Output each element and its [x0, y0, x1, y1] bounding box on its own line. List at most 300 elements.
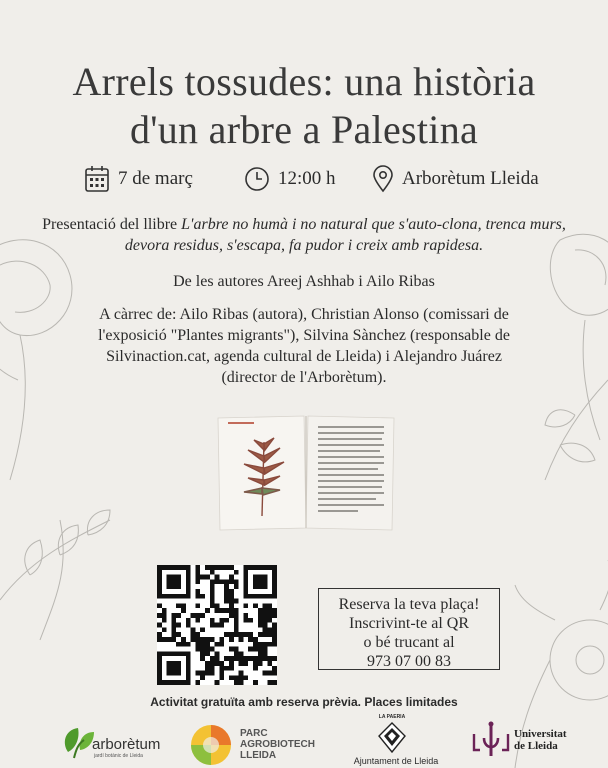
qr-module: [258, 608, 263, 613]
qr-module: [219, 661, 224, 666]
parc-agrobiotech-emblem-icon: [190, 724, 232, 766]
qr-module: [167, 680, 172, 685]
qr-module: [267, 613, 272, 618]
qr-module: [171, 613, 176, 618]
qr-module: [234, 623, 239, 628]
qr-module: [176, 666, 181, 671]
qr-module: [171, 579, 176, 584]
qr-module: [248, 647, 253, 652]
qr-module: [157, 603, 162, 608]
qr-module: [224, 666, 229, 671]
qr-module: [258, 575, 263, 580]
qr-module: [229, 675, 234, 680]
qr-module: [176, 603, 181, 608]
qr-module: [253, 584, 258, 589]
qr-module: [157, 671, 162, 676]
qr-module: [219, 618, 224, 623]
qr-module: [176, 680, 181, 685]
qr-module: [186, 680, 191, 685]
qr-module: [253, 603, 258, 608]
qr-module: [210, 656, 215, 661]
qr-module: [258, 584, 263, 589]
qr-module: [171, 565, 176, 570]
qr-module: [195, 603, 200, 608]
qr-module: [167, 594, 172, 599]
parc-line-3: LLEIDA: [240, 750, 277, 761]
qr-module: [157, 575, 162, 580]
qr-module: [272, 613, 277, 618]
qr-module: [205, 637, 210, 642]
event-title-line-2: d'un arbre a Palestina: [129, 107, 479, 152]
qr-module: [267, 608, 272, 613]
qr-module: [253, 637, 258, 642]
parc-agrobiotech-logo: [190, 724, 340, 768]
qr-module: [234, 599, 239, 604]
qr-module: [263, 627, 268, 632]
time-info: [244, 162, 336, 196]
qr-module: [243, 565, 248, 570]
qr-module: [157, 584, 162, 589]
qr-module: [157, 666, 162, 671]
qr-module: [195, 570, 200, 575]
qr-module: [224, 594, 229, 599]
qr-module: [239, 671, 244, 676]
qr-module: [234, 618, 239, 623]
qr-module: [186, 618, 191, 623]
qr-module: [234, 613, 239, 618]
qr-module: [205, 642, 210, 647]
qr-module: [263, 632, 268, 637]
qr-module: [186, 584, 191, 589]
qr-module: [253, 666, 258, 671]
qr-module: [258, 594, 263, 599]
qr-module: [272, 623, 277, 628]
qr-module: [272, 632, 277, 637]
qr-module: [263, 623, 268, 628]
qr-module: [272, 584, 277, 589]
qr-module: [215, 680, 220, 685]
qr-module: [224, 632, 229, 637]
ajuntament-name: Ajuntament de Lleida: [353, 756, 439, 766]
qr-module: [263, 656, 268, 661]
qr-module: [176, 613, 181, 618]
qr-module: [272, 608, 277, 613]
qr-module: [219, 623, 224, 628]
qr-module: [186, 575, 191, 580]
qr-module: [258, 656, 263, 661]
qr-module: [181, 603, 186, 608]
parc-line-1: PARC: [240, 728, 268, 739]
presentation-prefix: Presentació del llibre: [42, 216, 182, 233]
udl-emblem-icon: [470, 720, 512, 762]
event-title-line-1: Arrels tossudes: una història: [72, 59, 536, 104]
qr-module: [219, 642, 224, 647]
qr-module: [205, 666, 210, 671]
qr-module: [181, 594, 186, 599]
qr-module: [171, 637, 176, 642]
qr-module: [195, 680, 200, 685]
qr-module: [234, 675, 239, 680]
qr-module: [157, 680, 162, 685]
qr-module: [181, 680, 186, 685]
qr-module: [263, 603, 268, 608]
reservation-box: [318, 588, 500, 670]
qr-module: [215, 579, 220, 584]
qr-module: [243, 594, 248, 599]
qr-module: [253, 647, 258, 652]
qr-module: [191, 627, 196, 632]
qr-module: [195, 594, 200, 599]
qr-module: [229, 666, 234, 671]
qr-module: [195, 575, 200, 580]
qr-module: [171, 623, 176, 628]
qr-module: [195, 565, 200, 570]
arboretum-name: arborètum: [92, 736, 161, 753]
qr-module: [195, 618, 200, 623]
qr-module: [229, 599, 234, 604]
book-title-part-1: L'arbre no humà i no natural que s'auto-clona, trenca murs,: [181, 216, 566, 233]
qr-module: [239, 637, 244, 642]
qr-module: [162, 565, 167, 570]
qr-module: [239, 651, 244, 656]
qr-module: [224, 608, 229, 613]
qr-module: [234, 627, 239, 632]
qr-module: [167, 666, 172, 671]
qr-module: [162, 594, 167, 599]
qr-module: [186, 642, 191, 647]
qr-module: [195, 632, 200, 637]
qr-module: [219, 637, 224, 642]
qr-module: [210, 647, 215, 652]
qr-module: [157, 675, 162, 680]
qr-module: [258, 623, 263, 628]
reservation-title: Reserva la teva plaça!: [338, 596, 480, 613]
qr-module: [157, 632, 162, 637]
qr-module: [239, 632, 244, 637]
clock-icon: [244, 166, 270, 192]
qr-module: [224, 565, 229, 570]
qr-module: [234, 632, 239, 637]
qr-module: [248, 637, 253, 642]
qr-module: [229, 647, 234, 652]
qr-module: [181, 642, 186, 647]
qr-module: [176, 661, 181, 666]
qr-module: [171, 627, 176, 632]
qr-module: [229, 594, 234, 599]
qr-module: [195, 579, 200, 584]
paeria-label: LA PAERIA: [378, 714, 406, 720]
qr-module: [176, 642, 181, 647]
qr-module: [263, 594, 268, 599]
qr-module: [176, 671, 181, 676]
qr-module: [272, 594, 277, 599]
qr-module: [167, 579, 172, 584]
qr-module: [258, 647, 263, 652]
qr-module: [181, 565, 186, 570]
qr-module: [162, 608, 167, 613]
qr-module: [253, 642, 258, 647]
qr-module: [200, 647, 205, 652]
qr-module: [224, 599, 229, 604]
qr-module: [176, 579, 181, 584]
qr-module: [219, 565, 224, 570]
qr-module: [210, 584, 215, 589]
qr-module: [272, 589, 277, 594]
arboretum-logo: [58, 722, 168, 762]
qr-module: [171, 632, 176, 637]
qr-module: [157, 579, 162, 584]
hosts-line-1: A càrrec de: Ailo Ribas (autora), Christian Alonso (comissari de: [99, 306, 509, 323]
qr-module: [243, 589, 248, 594]
qr-module: [253, 565, 258, 570]
qr-module: [234, 651, 239, 656]
qr-module: [210, 565, 215, 570]
qr-module: [210, 589, 215, 594]
qr-module: [272, 627, 277, 632]
qr-module: [243, 675, 248, 680]
qr-module: [263, 584, 268, 589]
ajuntament-lleida-logo: [353, 714, 452, 768]
qr-module: [215, 661, 220, 666]
qr-module: [258, 618, 263, 623]
qr-module: [210, 661, 215, 666]
qr-module: [171, 594, 176, 599]
qr-module: [229, 603, 234, 608]
qr-module: [272, 637, 277, 642]
qr-module: [263, 613, 268, 618]
qr-module: [210, 603, 215, 608]
qr-module: [171, 661, 176, 666]
paeria-shield-icon: [378, 722, 406, 754]
qr-module: [263, 608, 268, 613]
qr-module: [205, 661, 210, 666]
qr-module: [157, 565, 162, 570]
qr-module: [191, 632, 196, 637]
qr-module: [171, 575, 176, 580]
qr-module: [215, 565, 220, 570]
book-title-part-2: devora residus, s'escapa, fa pudor i creix amb rapidesa.: [124, 237, 484, 254]
qr-module: [186, 671, 191, 676]
qr-module: [248, 656, 253, 661]
qr-module: [181, 637, 186, 642]
qr-module: [234, 608, 239, 613]
qr-module: [267, 642, 272, 647]
qr-module: [229, 579, 234, 584]
qr-module: [171, 618, 176, 623]
free-activity-notice: Activitat gratuïta amb reserva prèvia. Places limitades: [150, 695, 458, 709]
qr-module: [243, 632, 248, 637]
qr-module: [162, 637, 167, 642]
qr-module: [210, 666, 215, 671]
qr-module: [263, 618, 268, 623]
qr-module: [234, 680, 239, 685]
qr-module: [243, 661, 248, 666]
qr-module: [162, 613, 167, 618]
qr-module: [191, 637, 196, 642]
qr-module: [186, 565, 191, 570]
qr-module: [219, 579, 224, 584]
parc-agrobiotech-text: [240, 728, 315, 761]
qr-module: [258, 632, 263, 637]
qr-module: [272, 656, 277, 661]
qr-module: [267, 661, 272, 666]
qr-module: [200, 613, 205, 618]
qr-module: [176, 575, 181, 580]
qr-module: [243, 579, 248, 584]
qr-module: [191, 613, 196, 618]
qr-module: [248, 594, 253, 599]
qr-module: [195, 671, 200, 676]
qr-module: [243, 570, 248, 575]
universitat-lleida-logo: [470, 720, 580, 764]
date-info: [84, 162, 193, 196]
qr-module: [272, 642, 277, 647]
qr-module: [272, 666, 277, 671]
qr-module: [243, 575, 248, 580]
qr-module: [239, 675, 244, 680]
qr-module: [200, 642, 205, 647]
authors-line: De les autores Areej Ashhab i Ailo Ribas: [173, 273, 435, 290]
qr-module: [210, 618, 215, 623]
qr-module: [272, 575, 277, 580]
qr-module: [210, 579, 215, 584]
qr-code[interactable]: [157, 565, 277, 685]
qr-module: [272, 671, 277, 676]
qr-module: [267, 618, 272, 623]
qr-module: [224, 618, 229, 623]
qr-module: [186, 579, 191, 584]
qr-module: [263, 575, 268, 580]
qr-module: [215, 603, 220, 608]
qr-module: [210, 599, 215, 604]
qr-module: [195, 589, 200, 594]
qr-module: [210, 671, 215, 676]
event-title: [0, 58, 608, 154]
qr-module: [205, 647, 210, 652]
qr-module: [186, 666, 191, 671]
qr-module: [205, 651, 210, 656]
qr-module: [167, 565, 172, 570]
qr-module: [167, 671, 172, 676]
qr-module: [239, 661, 244, 666]
qr-module: [157, 637, 162, 642]
qr-module: [186, 651, 191, 656]
hosts-paragraph: [30, 304, 578, 388]
qr-module: [258, 642, 263, 647]
qr-module: [224, 579, 229, 584]
qr-module: [176, 565, 181, 570]
qr-module: [258, 613, 263, 618]
reservation-phone: 973 07 00 83: [367, 653, 451, 670]
qr-module: [176, 632, 181, 637]
qr-module: [162, 651, 167, 656]
qr-module: [181, 608, 186, 613]
qr-module: [186, 594, 191, 599]
qr-module: [253, 579, 258, 584]
qr-module: [157, 613, 162, 618]
qr-module: [272, 565, 277, 570]
qr-module: [253, 594, 258, 599]
qr-module: [253, 575, 258, 580]
qr-module: [224, 656, 229, 661]
qr-module: [258, 651, 263, 656]
qr-module: [253, 680, 258, 685]
book-presentation: [30, 214, 578, 256]
qr-module: [176, 584, 181, 589]
qr-module: [186, 570, 191, 575]
location-pin-icon: [372, 165, 394, 193]
qr-module: [263, 579, 268, 584]
qr-module: [195, 642, 200, 647]
qr-module: [234, 579, 239, 584]
qr-module: [215, 651, 220, 656]
qr-module: [263, 671, 268, 676]
qr-module: [243, 656, 248, 661]
qr-module: [272, 680, 277, 685]
qr-module: [215, 656, 220, 661]
qr-module: [200, 594, 205, 599]
qr-module: [157, 570, 162, 575]
qr-module: [229, 661, 234, 666]
qr-module: [205, 608, 210, 613]
qr-module: [243, 603, 248, 608]
qr-module: [215, 608, 220, 613]
qr-module: [219, 671, 224, 676]
qr-module: [205, 575, 210, 580]
qr-module: [200, 656, 205, 661]
qr-module: [157, 656, 162, 661]
qr-module: [195, 637, 200, 642]
qr-module: [219, 675, 224, 680]
udl-line-2: de Lleida: [514, 740, 558, 752]
qr-module: [267, 671, 272, 676]
qr-module: [219, 666, 224, 671]
qr-module: [229, 656, 234, 661]
qr-module: [219, 608, 224, 613]
hosts-line-3: Silvinaction.cat, agenda cultural de Lleida) i Alejandro Juárez: [106, 348, 502, 365]
qr-module: [263, 642, 268, 647]
qr-module: [186, 675, 191, 680]
hosts-line-2: l'exposició "Plantes migrants"), Silvina Sànchez (responsable de: [98, 327, 510, 344]
qr-module: [162, 627, 167, 632]
qr-module: [267, 632, 272, 637]
qr-module: [229, 608, 234, 613]
qr-module: [205, 671, 210, 676]
qr-module: [157, 594, 162, 599]
qr-module: [167, 575, 172, 580]
qr-module: [234, 647, 239, 652]
qr-module: [210, 623, 215, 628]
qr-module: [200, 671, 205, 676]
udl-line-1: Universitat: [514, 728, 567, 740]
qr-module: [253, 656, 258, 661]
qr-module: [157, 661, 162, 666]
qr-module: [215, 575, 220, 580]
qr-module: [167, 584, 172, 589]
qr-module: [210, 594, 215, 599]
qr-module: [243, 618, 248, 623]
qr-module: [258, 565, 263, 570]
qr-module: [200, 675, 205, 680]
qr-module: [215, 623, 220, 628]
qr-module: [176, 651, 181, 656]
qr-module: [215, 642, 220, 647]
qr-module: [186, 656, 191, 661]
qr-module: [167, 661, 172, 666]
qr-module: [229, 575, 234, 580]
qr-module: [224, 589, 229, 594]
qr-module: [171, 680, 176, 685]
